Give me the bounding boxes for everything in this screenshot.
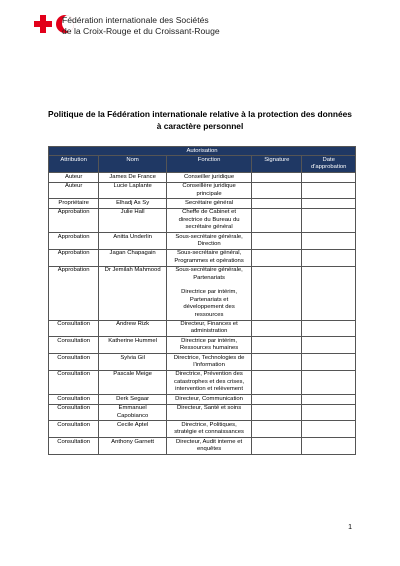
function-cell: Directrice par intérim, Ressources humaines xyxy=(166,337,251,354)
name-cell: Andrew Rizk xyxy=(99,320,167,337)
attribution-cell: Approbation xyxy=(49,249,99,266)
org-line-1: Fédération internationale des Sociétés xyxy=(62,15,209,25)
date-cell xyxy=(302,337,356,354)
date-cell xyxy=(302,370,356,394)
attribution-cell: Consultation xyxy=(49,421,99,438)
table-row xyxy=(49,421,356,438)
table-row xyxy=(49,182,356,199)
signature-cell xyxy=(252,266,302,320)
name-cell: Emmanuel Capobianco xyxy=(99,404,167,421)
signature-cell xyxy=(252,354,302,371)
title-line-2: à caractère personnel xyxy=(156,120,244,131)
signature-cell xyxy=(252,199,302,208)
attribution-cell: Consultation xyxy=(49,404,99,421)
date-cell xyxy=(302,173,356,182)
column-header: Nom xyxy=(99,156,167,173)
name-cell: Derk Segaar xyxy=(99,395,167,404)
table-row xyxy=(49,404,356,421)
function-cell: Conseiller juridique xyxy=(166,173,251,182)
attribution-cell: Approbation xyxy=(49,266,99,320)
org-line-2: de la Croix-Rouge et du Croissant-Rouge xyxy=(62,25,220,36)
function-cell: Directrice, Politiques, stratégie et connaissances xyxy=(166,421,251,438)
page-number: 1 xyxy=(348,524,352,531)
table-row xyxy=(49,199,356,208)
name-cell: Lucie Laplante xyxy=(99,182,167,199)
column-header: Fonction xyxy=(166,156,251,173)
signature-cell xyxy=(252,233,302,250)
table-row xyxy=(49,320,356,337)
table-body xyxy=(49,173,356,455)
table-row xyxy=(49,438,356,455)
function-cell: Directrice, Technologies de l'information xyxy=(166,354,251,371)
function-cell: Directeur, Audit interne et enquêtes xyxy=(166,438,251,455)
table-row xyxy=(49,208,356,232)
name-cell: Sylvia Gil xyxy=(99,354,167,371)
date-cell xyxy=(302,249,356,266)
attribution-cell: Consultation xyxy=(49,320,99,337)
signature-cell xyxy=(252,421,302,438)
signature-cell xyxy=(252,249,302,266)
ifrc-logo xyxy=(34,12,400,38)
function-cell: Sous-secrétaire général, Programmes et opérations xyxy=(166,249,251,266)
attribution-cell: Consultation xyxy=(49,438,99,455)
function-cell: Secrétaire général xyxy=(166,199,251,208)
name-cell: Anitta Underlin xyxy=(99,233,167,250)
attribution-cell: Consultation xyxy=(49,370,99,394)
signature-cell xyxy=(252,320,302,337)
name-cell: Cecile Aptel xyxy=(99,421,167,438)
date-cell xyxy=(302,199,356,208)
date-cell xyxy=(302,233,356,250)
signature-cell xyxy=(252,182,302,199)
signature-cell xyxy=(252,395,302,404)
name-cell: James De France xyxy=(99,173,167,182)
name-cell: Pascale Meige xyxy=(99,370,167,394)
table-row xyxy=(49,370,356,394)
table-row xyxy=(49,173,356,182)
signature-cell xyxy=(252,370,302,394)
function-cell: Directrice, Prévention des catastrophes et des crises, intervention et relèvement xyxy=(166,370,251,394)
date-cell xyxy=(302,438,356,455)
name-cell: Anthony Garnett xyxy=(99,438,167,455)
date-cell xyxy=(302,266,356,320)
signature-cell xyxy=(252,337,302,354)
table-caption: Autorisation xyxy=(49,147,356,156)
document-title xyxy=(20,109,380,132)
signature-cell xyxy=(252,438,302,455)
attribution-cell: Approbation xyxy=(49,208,99,232)
attribution-cell: Approbation xyxy=(49,233,99,250)
function-cell: Directeur, Finances et administration xyxy=(166,320,251,337)
name-cell: Dr Jemilah Mahmood xyxy=(99,266,167,320)
date-cell xyxy=(302,208,356,232)
attribution-cell: Propriétaire xyxy=(49,199,99,208)
function-cell: Sous-secrétaire générale, Partenariats Directrice par intérim, Partenariats et développement des ressources xyxy=(166,266,251,320)
table-row xyxy=(49,354,356,371)
signature-cell xyxy=(252,208,302,232)
title-line-1: Politique de la Fédération internationale relative à la protection des données xyxy=(48,109,352,119)
organization-name xyxy=(62,15,220,36)
table-row xyxy=(49,249,356,266)
signature-cell xyxy=(252,404,302,421)
attribution-cell: Consultation xyxy=(49,395,99,404)
table-header-row xyxy=(49,156,356,173)
date-cell xyxy=(302,320,356,337)
function-cell: Directeur, Communication xyxy=(166,395,251,404)
attribution-cell: Auteur xyxy=(49,173,99,182)
function-cell: Directeur, Santé et soins xyxy=(166,404,251,421)
date-cell xyxy=(302,354,356,371)
attribution-cell: Consultation xyxy=(49,337,99,354)
attribution-cell: Consultation xyxy=(49,354,99,371)
table-row xyxy=(49,233,356,250)
signature-cell xyxy=(252,173,302,182)
function-cell: Sous-secrétaire générale, Direction xyxy=(166,233,251,250)
attribution-cell: Auteur xyxy=(49,182,99,199)
column-header: Date d'approbation xyxy=(302,156,356,173)
name-cell: Julie Hall xyxy=(99,208,167,232)
function-cell: Cheffe de Cabinet et directrice du Bureau du secrétaire général xyxy=(166,208,251,232)
date-cell xyxy=(302,404,356,421)
authorization-table xyxy=(48,146,356,455)
date-cell xyxy=(302,182,356,199)
table-row xyxy=(49,337,356,354)
date-cell xyxy=(302,421,356,438)
name-cell: Jagan Chapagain xyxy=(99,249,167,266)
column-header: Signature xyxy=(252,156,302,173)
function-cell: Conseillère juridique principale xyxy=(166,182,251,199)
name-cell: Elhadj As Sy xyxy=(99,199,167,208)
table-row xyxy=(49,395,356,404)
column-header: Attribution xyxy=(49,156,99,173)
table-row xyxy=(49,266,356,320)
date-cell xyxy=(302,395,356,404)
name-cell: Katherine Hummel xyxy=(99,337,167,354)
red-cross-icon xyxy=(34,15,52,33)
